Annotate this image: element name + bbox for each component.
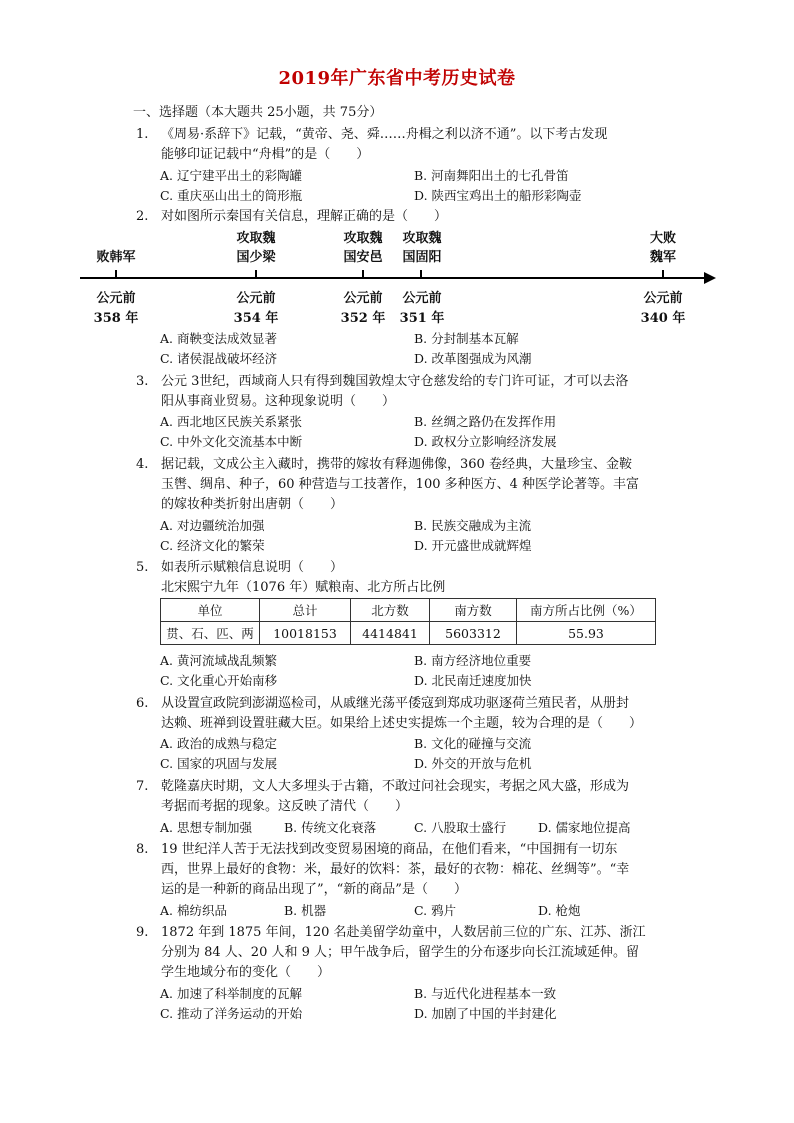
table-header-cell: 南方所占比例（%） <box>517 599 656 622</box>
option-a: A. 政治的成熟与稳定 <box>160 736 277 751</box>
timeline-date: 公元前 <box>402 291 442 306</box>
option-c: C. 经济文化的繁荣 <box>160 538 265 553</box>
timeline-event-label: 国少梁 <box>236 250 276 265</box>
option-a: A. 商鞅变法成效显著 <box>160 331 277 346</box>
option-a: A. 思想专制加强 <box>160 820 252 835</box>
option-a: A. 棉纺织品 <box>160 903 227 918</box>
question-text: 能够印证记载中“舟楫”的是（ ） <box>161 147 370 162</box>
section-heading: 一、选择题（本大题共 25小题，共 75分） <box>133 105 383 120</box>
table-cell: 4414841 <box>351 622 430 645</box>
option-d: D. 北民南迁速度加快 <box>414 673 532 688</box>
timeline-date: 340 年 <box>640 311 686 326</box>
table-header-cell: 总计 <box>260 599 351 622</box>
question-text: 的嫁妆种类折射出唐朝（ ） <box>161 497 344 512</box>
option-b: B. 与近代化进程基本一致 <box>414 986 557 1001</box>
question-number: 2. <box>136 209 149 224</box>
option-c: C. 鸦片 <box>414 903 457 918</box>
question-text: 运的是一种新的商品出现了”，“新的商品”是（ ） <box>161 882 467 897</box>
question-text: 阳从事商业贸易。这种现象说明（ ） <box>161 394 396 409</box>
option-a: A. 对边疆统治加强 <box>160 518 265 533</box>
table-header-cell: 北方数 <box>351 599 430 622</box>
table-header-cell: 南方数 <box>430 599 517 622</box>
question-text: 乾隆嘉庆时期，文人大多埋头于古籍，不敢过问社会现实，考据之风大盛，形成为 <box>161 779 630 794</box>
option-a: A. 黄河流域战乱频繁 <box>160 653 277 668</box>
question-number: 3. <box>136 374 149 389</box>
option-d: D. 陕西宝鸡出土的船形彩陶壶 <box>414 188 582 203</box>
timeline-date: 公元前 <box>236 291 276 306</box>
timeline-event-label: 魏军 <box>649 250 676 265</box>
option-b: B. 传统文化衰落 <box>284 820 377 835</box>
question-number: 8. <box>136 842 149 857</box>
option-d: D. 政权分立影响经济发展 <box>414 434 557 449</box>
table-cell: 5603312 <box>430 622 517 645</box>
question-number: 6. <box>136 696 149 711</box>
option-c: C. 诸侯混战破坏经济 <box>160 351 278 366</box>
question-number: 9. <box>136 925 149 940</box>
option-b: B. 丝绸之路仍在发挥作用 <box>414 414 557 429</box>
option-d: D. 改革图强成为风潮 <box>414 351 532 366</box>
option-b: B. 民族交融成为主流 <box>414 518 532 533</box>
question-text: 对如图所示秦国有关信息，理解正确的是（ ） <box>161 209 448 224</box>
timeline-event-label: 攻取魏 <box>402 231 442 246</box>
question-text: 西，世界上最好的食物：米，最好的饮料：茶，最好的衣物：棉花、丝绸等”。“幸 <box>161 862 630 877</box>
timeline-date: 公元前 <box>643 291 683 306</box>
question-text: 1872 年到 1875 年间，120 名赴美留学幼童中，人数居前三位的广东、江苏、浙江 <box>161 925 646 940</box>
option-b: B. 南方经济地位重要 <box>414 653 532 668</box>
timeline-event-label: 国固阳 <box>402 250 442 265</box>
timeline-date: 公元前 <box>96 291 136 306</box>
timeline-event-label: 大败 <box>649 231 676 246</box>
option-d: D. 枪炮 <box>538 903 581 918</box>
timeline-date: 公元前 <box>343 291 383 306</box>
timeline-event-label: 国安邑 <box>343 250 383 265</box>
table-header-cell: 单位 <box>161 599 260 622</box>
question-number: 4. <box>136 457 149 472</box>
question-text: 公元 3世纪，西域商人只有得到魏国敦煌太守仓慈发给的专门许可证，才可以去洛 <box>161 374 629 389</box>
option-d: D. 开元盛世成就辉煌 <box>414 538 532 553</box>
option-b: B. 分封制基本瓦解 <box>414 331 519 346</box>
question-text: 据记载，文成公主入藏时，携带的嫁妆有释迦佛像，360 卷经典，大量珍宝、金鞍 <box>161 457 632 472</box>
question-number: 1. <box>136 127 149 142</box>
question-text: 19 世纪洋人苦于无法找到改变贸易困境的商品，在他们看来，“中国拥有一切东 <box>161 842 618 857</box>
table-cell: 10018153 <box>260 622 351 645</box>
question-text: 玉辔、绸帛、种子，60 种营造与工技著作，100 多种医方、4 种医学论著等。丰富 <box>161 477 640 492</box>
table-row <box>161 622 656 645</box>
timeline-event-label: 攻取魏 <box>343 231 383 246</box>
table-caption: 北宋熙宁九年（1076 年）赋粮南、北方所占比例 <box>161 580 446 595</box>
question-text: 《周易·系辞下》记载，“黄帝、尧、舜……舟楫之利以济不通”。以下考古发现 <box>161 127 608 142</box>
option-c: C. 重庆巫山出土的筒形瓶 <box>160 188 303 203</box>
question-text: 从设置宣政院到澎湖巡检司，从戚继光荡平倭寇到郑成功驱逐荷兰殖民者，从册封 <box>161 696 630 711</box>
arrow-head-icon <box>704 272 716 284</box>
question-number: 7. <box>136 779 149 794</box>
option-d: D. 儒家地位提高 <box>538 820 631 835</box>
option-c: C. 国家的巩固与发展 <box>160 756 278 771</box>
timeline-date: 354 年 <box>233 311 279 326</box>
table-cell: 55.93 <box>517 622 656 645</box>
question-text: 分别为 84 人、20 人和 9 人；甲午战争后，留学生的分布逐步向长江流域延伸。留 <box>161 945 640 960</box>
tax-grain-table <box>160 598 656 645</box>
option-b: B. 文化的碰撞与交流 <box>414 736 532 751</box>
option-c: C. 推动了洋务运动的开始 <box>160 1006 303 1021</box>
question-text: 学生地域分布的变化（ ） <box>161 965 331 980</box>
option-b: B. 河南舞阳出土的七孔骨笛 <box>414 168 569 183</box>
option-a: A. 加速了科举制度的瓦解 <box>160 986 302 1001</box>
option-b: B. 机器 <box>284 903 327 918</box>
question-text: 考据而考据的现象。这反映了清代（ ） <box>161 799 409 814</box>
table-header-row <box>161 599 656 622</box>
option-d: D. 加剧了中国的半封建化 <box>414 1006 557 1021</box>
timeline-date: 351 年 <box>399 311 445 326</box>
option-d: D. 外交的开放与危机 <box>414 756 532 771</box>
timeline-date: 352 年 <box>340 311 386 326</box>
timeline-event-label: 攻取魏 <box>236 231 276 246</box>
timeline-date: 358 年 <box>93 311 139 326</box>
timeline-event-label: 败韩军 <box>96 250 136 265</box>
page-title: 2019年广东省中考历史试卷 <box>278 68 516 89</box>
option-a: A. 辽宁建平出土的彩陶罐 <box>160 168 302 183</box>
question-text: 达赖、班禅到设置驻藏大臣。如果给上述史实提炼一个主题，较为合理的是（ ） <box>161 716 643 731</box>
option-a: A. 西北地区民族关系紧张 <box>160 414 302 429</box>
option-c: C. 八股取士盛行 <box>414 820 507 835</box>
option-c: C. 文化重心开始南移 <box>160 673 278 688</box>
option-c: C. 中外文化交流基本中断 <box>160 434 303 449</box>
question-number: 5. <box>136 560 149 575</box>
table-cell: 贯、石、匹、两 <box>161 622 260 645</box>
question-text: 如表所示赋粮信息说明（ ） <box>161 560 344 575</box>
